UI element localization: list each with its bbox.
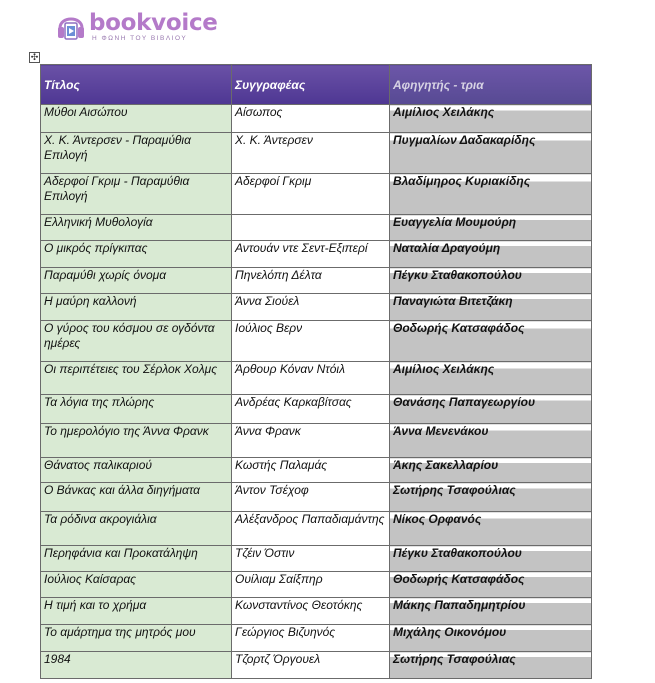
cell-author[interactable]: Αντουάν ντε Σεντ-Εξιπερί [232, 241, 390, 268]
table-row [41, 133, 592, 174]
table-header-row [41, 65, 592, 105]
table-move-handle-icon[interactable]: ✣ [30, 52, 39, 62]
cell-narrator[interactable]: Άννα Μενενάκου [390, 424, 592, 458]
cell-title[interactable]: Ο Βάνκας και άλλα διηγήματα [41, 483, 232, 512]
cell-narrator[interactable]: Σωτήρης Τσαφούλιας [390, 652, 592, 679]
cell-title[interactable]: Μύθοι Αισώπου [41, 105, 232, 133]
cell-narrator[interactable]: Άκης Σακελλαρίου [390, 458, 592, 483]
cell-title[interactable]: Τα ρόδινα ακρογιάλια [41, 512, 232, 546]
cell-narrator[interactable]: Μάκης Παπαδημητρίου [390, 598, 592, 625]
cell-narrator[interactable]: Βλαδίμηρος Κυριακίδης [390, 174, 592, 215]
table-row [41, 483, 592, 512]
table-row [41, 424, 592, 458]
brand-tagline: Η ΦΩΝΗ ΤΟΥ ΒΙΒΛΙΟΥ [92, 35, 188, 42]
audiobook-table [40, 64, 592, 679]
cell-author[interactable]: Αίσωπος [232, 105, 390, 133]
cell-title[interactable]: Το ημερολόγιο της Άννα Φρανκ [41, 424, 232, 458]
table-row [41, 294, 592, 321]
table-row [41, 174, 592, 215]
cell-narrator[interactable]: Παναγιώτα Βιτετζάκη [390, 294, 592, 321]
cell-author[interactable]: Αλέξανδρος Παπαδιαμάντης [232, 512, 390, 546]
cell-author[interactable] [232, 215, 390, 241]
table-row [41, 395, 592, 424]
table-row [41, 598, 592, 625]
cell-author[interactable]: Ουίλιαμ Σαίξπηρ [232, 572, 390, 598]
cell-author[interactable]: Χ. Κ. Άντερσεν [232, 133, 390, 174]
cell-narrator[interactable]: Αιμίλιος Χειλάκης [390, 362, 592, 395]
cell-narrator[interactable]: Μιχάλης Οικονόμου [390, 625, 592, 652]
cell-title[interactable]: Αδερφοί Γκριμ - Παραμύθια Επιλογή [41, 174, 232, 215]
cell-author[interactable]: Αδερφοί Γκριμ [232, 174, 390, 215]
cell-title[interactable]: Η μαύρη καλλονή [41, 294, 232, 321]
column-header-author[interactable]: Συγγραφέας [232, 65, 390, 105]
cell-narrator[interactable]: Πέγκυ Σταθακοπούλου [390, 268, 592, 294]
cell-title[interactable]: Ο μικρός πρίγκιπας [41, 241, 232, 268]
column-header-title[interactable]: Τίτλος [41, 65, 232, 105]
table-row [41, 215, 592, 241]
cell-author[interactable]: Άντον Τσέχοφ [232, 483, 390, 512]
cell-title[interactable]: 1984 [41, 652, 232, 679]
table-row [41, 512, 592, 546]
cell-title[interactable]: Ελληνική Μυθολογία [41, 215, 232, 241]
cell-author[interactable]: Ανδρέας Καρκαβίτσας [232, 395, 390, 424]
cell-author[interactable]: Ιούλιος Βερν [232, 321, 390, 362]
cell-narrator[interactable]: Νίκος Ορφανός [390, 512, 592, 546]
cell-narrator[interactable]: Θοδωρής Κατσαφάδος [390, 321, 592, 362]
cell-title[interactable]: Το αμάρτημα της μητρός μου [41, 625, 232, 652]
cell-narrator[interactable]: Πυγμαλίων Δαδακαρίδης [390, 133, 592, 174]
table-row [41, 268, 592, 294]
cell-narrator[interactable]: Πέγκυ Σταθακοπούλου [390, 546, 592, 572]
bookvoice-logo [56, 8, 218, 52]
cell-title[interactable]: Τα λόγια της πλώρης [41, 395, 232, 424]
headphones-book-icon [56, 10, 86, 44]
cell-title[interactable]: Ο γύρος του κόσμου σε ογδόντα ημέρες [41, 321, 232, 362]
cell-title[interactable]: Παραμύθι χωρίς όνομα [41, 268, 232, 294]
table-row [41, 625, 592, 652]
cell-title[interactable]: Η τιμή και το χρήμα [41, 598, 232, 625]
cell-narrator[interactable]: Ευαγγελία Μουμούρη [390, 215, 592, 241]
brand-name: bookvoice [89, 10, 218, 36]
cell-title[interactable]: Οι περιπέτειες του Σέρλοκ Χολμς [41, 362, 232, 395]
table-row [41, 105, 592, 133]
cell-narrator[interactable]: Σωτήρης Τσαφούλιας [390, 483, 592, 512]
table-row [41, 362, 592, 395]
cell-title[interactable]: Χ. Κ. Άντερσεν - Παραμύθια Επιλογή [41, 133, 232, 174]
table-row [41, 321, 592, 362]
table-row [41, 241, 592, 268]
table-row [41, 572, 592, 598]
cell-author[interactable]: Κωστής Παλαμάς [232, 458, 390, 483]
column-header-narrator[interactable]: Αφηγητής - τρια [390, 65, 592, 105]
cell-title[interactable]: Θάνατος παλικαριού [41, 458, 232, 483]
cell-narrator[interactable]: Θοδωρής Κατσαφάδος [390, 572, 592, 598]
cell-narrator[interactable]: Θανάσης Παπαγεωργίου [390, 395, 592, 424]
cell-narrator[interactable]: Αιμίλιος Χειλάκης [390, 105, 592, 133]
cell-author[interactable]: Γεώργιος Βιζυηνός [232, 625, 390, 652]
cell-author[interactable]: Άννα Σιούελ [232, 294, 390, 321]
cell-title[interactable]: Ιούλιος Καίσαρας [41, 572, 232, 598]
cell-title[interactable]: Περηφάνια και Προκατάληψη [41, 546, 232, 572]
cell-author[interactable]: Άννα Φρανκ [232, 424, 390, 458]
table-row [41, 652, 592, 679]
table-row [41, 458, 592, 483]
cell-author[interactable]: Τζέιν Όστιν [232, 546, 390, 572]
cell-author[interactable]: Τζορτζ Όργουελ [232, 652, 390, 679]
cell-author[interactable]: Άρθουρ Κόναν Ντόιλ [232, 362, 390, 395]
cell-author[interactable]: Κωνσταντίνος Θεοτόκης [232, 598, 390, 625]
cell-author[interactable]: Πηνελόπη Δέλτα [232, 268, 390, 294]
cell-narrator[interactable]: Ναταλία Δραγούμη [390, 241, 592, 268]
table-row [41, 546, 592, 572]
